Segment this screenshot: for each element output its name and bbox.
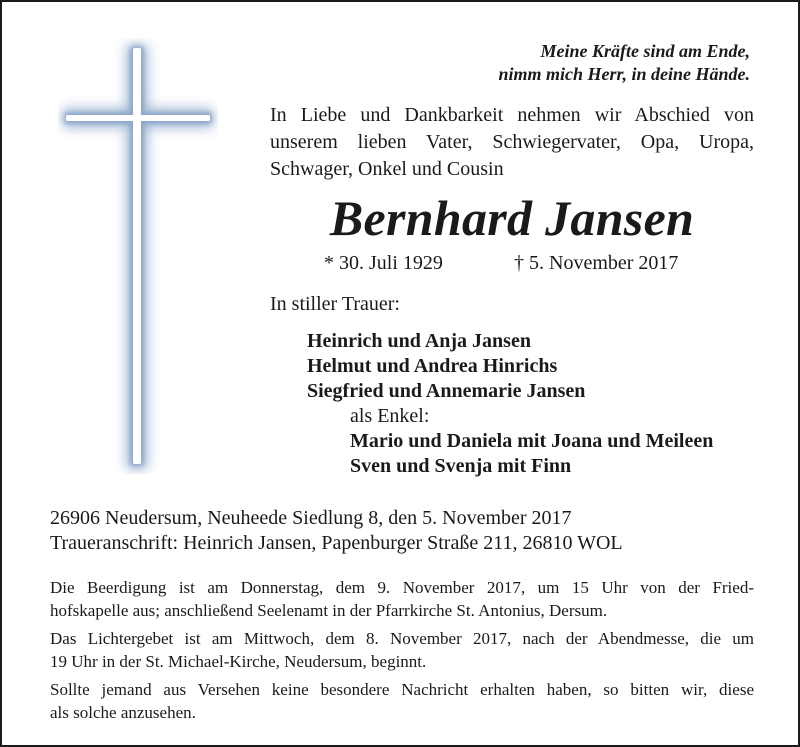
closing-line: Sollte jemand aus Versehen keine besondere Nachricht erhalten haben, so bitten wir, diese bbox=[50, 680, 754, 699]
grandchildren-family: Sven und Svenja mit Finn bbox=[350, 455, 572, 477]
funeral-line: hofskapelle aus; anschließend Seelenamt in der Pfarrkirche St. Antonius, Dersum. bbox=[50, 601, 608, 620]
motto-verse bbox=[498, 40, 750, 86]
closing-line: als solche anzusehen. bbox=[50, 703, 196, 722]
grandchildren-family: Mario und Daniela mit Joana und Meileen bbox=[350, 430, 714, 452]
mourning-label: In stiller Trauer: bbox=[270, 293, 400, 315]
mourning-address-line: Traueranschrift: Heinrich Jansen, Papenburger Straße 211, 26810 WOL bbox=[50, 532, 623, 554]
birth-date: * 30. Juli 1929 bbox=[324, 252, 443, 274]
prayer-line: Das Lichtergebet ist am Mittwoch, dem 8. November 2017, nach der Abendmesse, die um bbox=[50, 629, 754, 648]
place-date-line: 26906 Neudersum, Neuheede Siedlung 8, den 5. November 2017 bbox=[50, 507, 572, 529]
funeral-line: Die Beerdigung ist am Donnerstag, dem 9. November 2017, um 15 Uhr von der Fried- bbox=[50, 578, 754, 597]
intro-line: unserem lieben Vater, Schwiegervater, Opa, Uropa, bbox=[270, 131, 754, 153]
address-block bbox=[50, 506, 623, 556]
funeral-notice bbox=[50, 576, 754, 622]
grandchildren-label: als Enkel: bbox=[350, 405, 430, 427]
prayer-notice bbox=[50, 627, 754, 673]
mourner-family: Helmut und Andrea Hinrichs bbox=[307, 355, 558, 377]
cross-icon bbox=[58, 38, 218, 474]
mourners-list bbox=[307, 329, 713, 479]
closing-notice bbox=[50, 678, 754, 724]
motto-line: Meine Kräfte sind am Ende, bbox=[540, 41, 750, 61]
intro-line: Schwager, Onkel und Cousin bbox=[270, 158, 504, 180]
deceased-name: Bernhard Jansen bbox=[329, 190, 695, 246]
motto-line: nimm mich Herr, in deine Hände. bbox=[498, 64, 750, 84]
mourner-family: Heinrich und Anja Jansen bbox=[307, 330, 531, 352]
intro-text bbox=[270, 102, 754, 183]
death-date: † 5. November 2017 bbox=[514, 252, 679, 274]
prayer-line: 19 Uhr in der St. Michael-Kirche, Neudersum, beginnt. bbox=[50, 652, 427, 671]
mourner-family: Siegfried und Annemarie Jansen bbox=[307, 380, 586, 402]
intro-line: In Liebe und Dankbarkeit nehmen wir Abschied von bbox=[270, 104, 754, 126]
